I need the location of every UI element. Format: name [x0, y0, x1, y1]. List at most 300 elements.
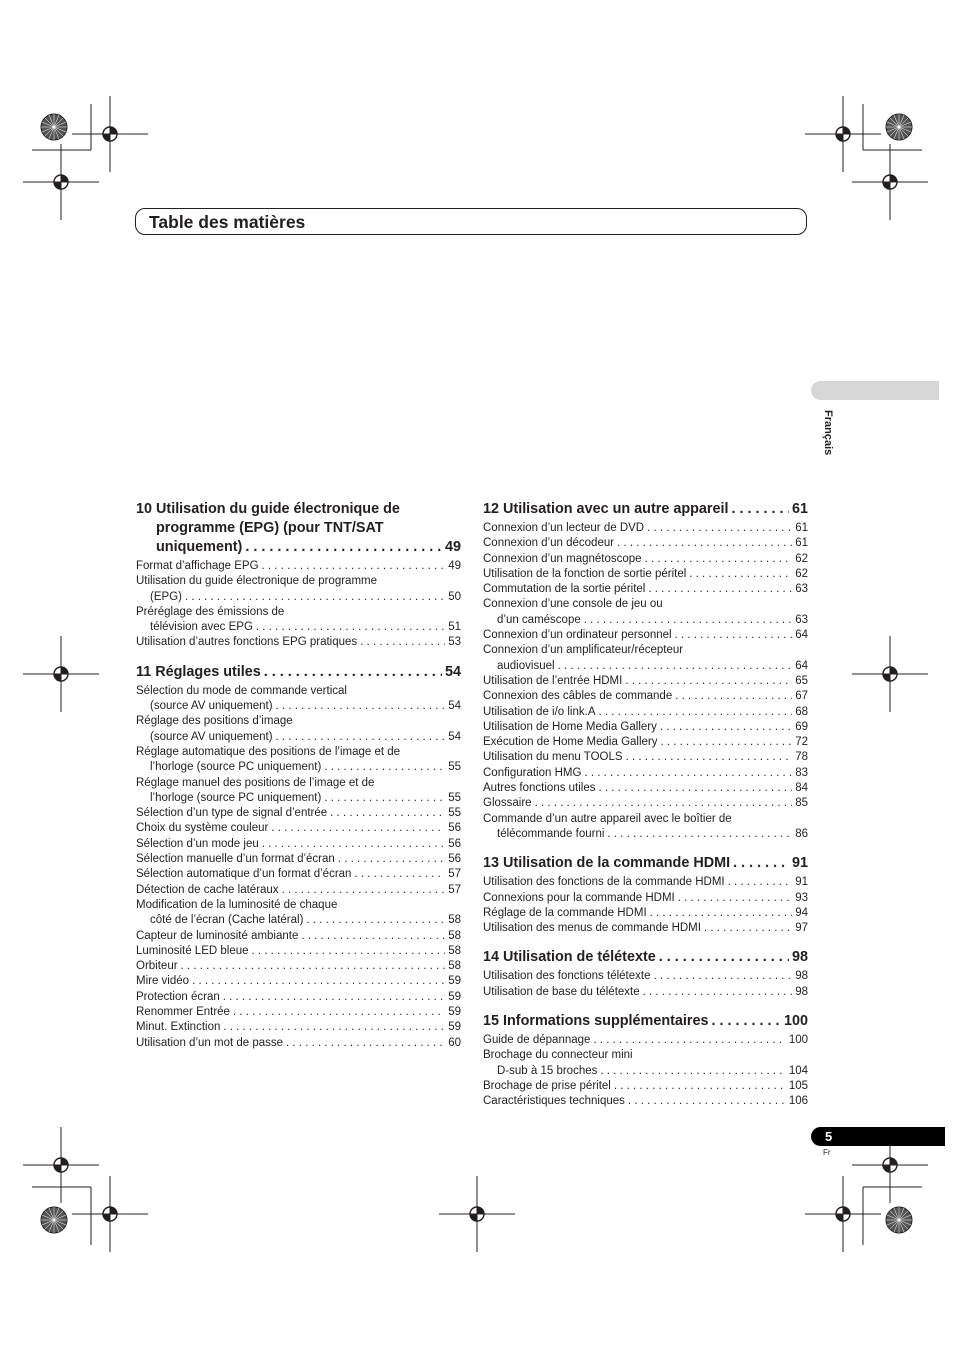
entry-text: Mire vidéo — [136, 975, 190, 988]
dot-leader — [648, 582, 792, 597]
toc-entry[interactable] — [483, 643, 808, 674]
dot-leader — [628, 1094, 786, 1109]
entry-page-number: 58 — [448, 929, 461, 942]
entry-page-number: 49 — [448, 560, 461, 572]
entry-row — [483, 766, 808, 781]
section-title — [483, 500, 808, 519]
toc-entry[interactable] — [136, 559, 461, 574]
entry-text: Minut. Extinction — [136, 1021, 221, 1034]
entry-row — [483, 536, 808, 551]
dot-leader — [233, 1005, 445, 1020]
toc-entry[interactable] — [483, 796, 808, 811]
entry-text: Connexion d’un lecteur de DVD — [483, 522, 645, 534]
toc-entry[interactable] — [483, 628, 808, 643]
entry-text: Utilisation de la fonction de sortie péritel — [483, 567, 687, 580]
section-page-number: 91 — [791, 855, 808, 872]
entry-page-number: 72 — [795, 736, 808, 749]
dot-leader — [659, 948, 789, 967]
toc-entry[interactable] — [483, 674, 808, 689]
entry-text: Connexion d’un magnétoscope — [483, 552, 642, 565]
section-title-row — [483, 1012, 808, 1031]
entry-row — [136, 913, 461, 928]
dot-leader — [282, 883, 446, 898]
entry-page-number: 55 — [448, 761, 461, 774]
entry-row — [483, 1079, 808, 1094]
entry-page-number: 56 — [448, 853, 461, 866]
entry-text: Connexion d’un ordinateur personnel — [483, 629, 672, 642]
entry-row — [136, 959, 461, 974]
entry-text: l’horloge (source PC uniquement) — [150, 761, 322, 774]
entry-text: Connexion d’une console de jeu ou — [483, 598, 663, 611]
toc-entry[interactable] — [136, 898, 461, 929]
toc-column-left — [136, 500, 461, 1063]
toc-entry[interactable] — [483, 750, 808, 765]
entry-text: Format d’affichage EPG — [136, 560, 259, 572]
entry-text: Sélection automatique d’un format d’écran — [136, 868, 352, 881]
entry-page-number: 63 — [795, 613, 808, 626]
header-bar — [135, 208, 807, 235]
entry-text: Glossaire — [483, 797, 532, 810]
section-title — [136, 663, 461, 682]
toc-entry[interactable] — [483, 1048, 808, 1079]
toc-entry[interactable] — [483, 735, 808, 750]
entry-row — [136, 791, 461, 806]
entry-text: Protection écran — [136, 990, 220, 1003]
entry-row — [136, 944, 461, 959]
entry-page-number: 50 — [448, 590, 461, 603]
entry-row — [136, 730, 461, 745]
entry-page-number: 106 — [788, 1095, 808, 1108]
section-title-line: 12 Utilisation avec un autre appareil — [483, 501, 729, 517]
entry-page-number: 61 — [795, 522, 808, 534]
entry-row — [483, 735, 808, 750]
entry-text: D-sub à 15 broches — [497, 1064, 598, 1077]
entry-page-number: 64 — [795, 629, 808, 642]
dot-leader — [660, 720, 792, 735]
toc-entry[interactable] — [136, 1020, 461, 1035]
toc-entries — [483, 875, 808, 936]
entry-text: Exécution de Home Media Gallery — [483, 736, 658, 749]
toc-entry[interactable] — [483, 812, 808, 843]
toc-entry[interactable] — [483, 536, 808, 551]
entry-page-number: 83 — [795, 766, 808, 779]
entry-text: (source AV uniquement) — [150, 700, 273, 713]
toc-entry[interactable] — [136, 821, 461, 836]
toc-entry[interactable] — [136, 1005, 461, 1020]
toc-entry[interactable] — [483, 567, 808, 582]
toc-section — [483, 948, 808, 1000]
dot-leader — [558, 659, 793, 674]
entry-page-number: 55 — [448, 791, 461, 804]
entry-text: télécommande fourni — [497, 827, 605, 840]
entry-text: Modification de la luminosité de chaque — [136, 898, 338, 911]
dot-leader — [301, 929, 445, 944]
section-page-number: 100 — [783, 1013, 808, 1030]
entry-row — [136, 821, 461, 836]
toc-entry[interactable] — [483, 891, 808, 906]
toc-entry[interactable] — [483, 969, 808, 984]
entry-page-number: 78 — [795, 751, 808, 764]
dot-leader — [192, 974, 445, 989]
dot-leader — [614, 1079, 786, 1094]
toc-entry[interactable] — [136, 714, 461, 745]
entry-row — [483, 875, 808, 890]
toc-entry[interactable] — [136, 852, 461, 867]
toc-entry[interactable] — [136, 684, 461, 715]
toc-entry[interactable] — [483, 1033, 808, 1048]
entry-text: Renommer Entrée — [136, 1006, 230, 1019]
entry-page-number: 59 — [448, 1006, 461, 1019]
entry-page-number: 94 — [795, 906, 808, 919]
entry-row — [136, 635, 461, 650]
entry-page-number: 60 — [448, 1036, 461, 1049]
language-tab — [811, 381, 939, 400]
entry-page-number: 65 — [795, 674, 808, 687]
entry-page-number: 93 — [795, 891, 808, 904]
entry-text: Connexion des câbles de commande — [483, 690, 673, 703]
entry-row — [136, 699, 461, 714]
entry-text: Utilisation des fonctions télétexte — [483, 970, 651, 983]
toc-entries — [483, 969, 808, 1000]
entry-page-number: 59 — [448, 975, 461, 988]
entry-row — [483, 906, 808, 921]
entry-text: Sélection du mode de commande vertical — [136, 684, 347, 697]
entry-row — [483, 1033, 808, 1048]
entry-text: Utilisation du menu TOOLS — [483, 751, 623, 764]
entry-text: Réglage des positions d’image — [136, 715, 293, 728]
entry-row — [483, 628, 808, 643]
entry-page-number: 55 — [448, 807, 461, 820]
entry-page-number: 59 — [448, 990, 461, 1003]
dot-leader — [276, 730, 446, 745]
entry-row — [483, 827, 808, 842]
dot-leader — [324, 791, 445, 806]
entry-row — [483, 613, 808, 628]
entry-page-number: 56 — [448, 837, 461, 850]
entry-text: Brochage de prise péritel — [483, 1079, 611, 1092]
toc-entry[interactable] — [136, 776, 461, 807]
entry-text: Sélection d’un mode jeu — [136, 837, 259, 850]
toc-entry[interactable] — [136, 806, 461, 821]
entry-page-number: 58 — [448, 960, 461, 973]
toc-section — [483, 500, 808, 842]
section-title-row — [483, 948, 808, 967]
entry-text: Utilisation des menus de commande HDMI — [483, 922, 701, 935]
language-label: Français — [822, 410, 834, 456]
entry-row — [136, 590, 461, 605]
entry-page-number: 68 — [795, 705, 808, 718]
entry-row — [483, 1064, 808, 1079]
entry-row — [136, 929, 461, 944]
entry-text: Autres fonctions utiles — [483, 782, 596, 795]
toc-entries — [136, 684, 461, 1051]
entry-page-number: 105 — [788, 1079, 808, 1092]
toc-entries — [483, 521, 808, 842]
entry-row — [483, 921, 808, 936]
entry-row — [483, 567, 808, 582]
entry-text: (source AV uniquement) — [150, 730, 273, 743]
dot-leader — [661, 735, 793, 750]
dot-leader — [647, 521, 792, 536]
entry-page-number: 51 — [448, 621, 461, 634]
entry-page-number: 54 — [448, 730, 461, 743]
dot-leader — [645, 552, 793, 567]
toc-entry[interactable] — [136, 745, 461, 776]
entry-page-number: 54 — [448, 700, 461, 713]
dot-leader — [733, 854, 789, 873]
entry-text: (EPG) — [150, 590, 182, 603]
entry-text: Utilisation de Home Media Gallery — [483, 720, 657, 733]
page-number: 5 — [811, 1127, 945, 1146]
entry-row — [136, 990, 461, 1005]
toc-entry[interactable] — [483, 906, 808, 921]
entry-text: côté de l’écran (Cache latéral) — [150, 914, 304, 927]
toc-entry[interactable] — [483, 766, 808, 781]
section-title-row — [483, 500, 808, 519]
dot-leader — [617, 536, 792, 551]
entry-text: Connexion d’un amplificateur/récepteur — [483, 644, 684, 657]
section-page-number: 98 — [791, 949, 808, 966]
toc-section — [136, 500, 461, 651]
section-page-number: 61 — [791, 501, 808, 517]
toc-entry[interactable] — [483, 985, 808, 1000]
entry-row — [483, 781, 808, 796]
entry-row — [136, 852, 461, 867]
entry-row — [483, 750, 808, 765]
entry-row — [136, 883, 461, 898]
toc-entry[interactable] — [136, 974, 461, 989]
section-title — [136, 500, 461, 557]
dot-leader — [185, 590, 445, 605]
toc-entries — [483, 1033, 808, 1109]
entry-page-number: 58 — [448, 914, 461, 927]
section-title-row — [136, 663, 461, 682]
dot-leader — [271, 821, 445, 836]
toc-section — [483, 854, 808, 936]
entry-page-number: 62 — [795, 567, 808, 580]
dot-leader — [732, 500, 789, 519]
toc-entry[interactable] — [483, 921, 808, 936]
dot-leader — [264, 663, 442, 682]
section-title — [483, 948, 808, 967]
entry-text: Connexion d’un décodeur — [483, 537, 615, 550]
entry-page-number: 86 — [795, 827, 808, 840]
toc-entry[interactable] — [136, 605, 461, 636]
entry-text: Utilisation du guide électronique de programme — [136, 575, 378, 588]
entry-row — [483, 1094, 808, 1109]
toc-entry[interactable] — [136, 959, 461, 974]
dot-leader — [223, 990, 445, 1005]
entry-text: Commande d’un autre appareil avec le boîtier de — [483, 812, 732, 825]
toc-entry[interactable] — [136, 837, 461, 852]
section-page-number: 49 — [444, 539, 461, 555]
section-title-row — [136, 538, 461, 557]
entry-text: Luminosité LED bleue — [136, 944, 249, 957]
entry-text: Sélection manuelle d’un format d’écran — [136, 853, 335, 866]
dot-leader — [324, 760, 445, 775]
section-title-line: 15 Informations supplémentaires — [483, 1013, 709, 1030]
entry-page-number: 100 — [788, 1034, 808, 1047]
dot-leader — [650, 906, 793, 921]
entry-page-number: 62 — [795, 552, 808, 565]
section-title — [483, 854, 808, 873]
entry-page-number: 97 — [795, 922, 808, 935]
entry-text: Réglage manuel des positions de l’image et de — [136, 776, 375, 789]
entry-page-number: 53 — [448, 636, 461, 649]
entry-text: Utilisation de base du télétexte — [483, 985, 640, 998]
dot-leader — [286, 1036, 445, 1051]
dot-leader — [354, 867, 445, 882]
toc-entry[interactable] — [483, 1079, 808, 1094]
entry-row — [483, 582, 808, 597]
dot-leader — [678, 891, 792, 906]
entry-row — [483, 521, 808, 536]
entry-row — [136, 974, 461, 989]
entry-page-number: 57 — [448, 868, 461, 881]
toc-entry[interactable] — [136, 1036, 461, 1051]
entry-row — [136, 1005, 461, 1020]
dot-leader — [593, 1033, 785, 1048]
entry-text: Orbiteur — [136, 960, 178, 973]
entry-row — [483, 969, 808, 984]
entry-row — [483, 985, 808, 1000]
page-language-code: Fr — [823, 1148, 831, 1157]
toc-entry[interactable] — [483, 781, 808, 796]
section-title-line: programme (EPG) (pour TNT/SAT — [156, 520, 384, 536]
toc-entries — [136, 559, 461, 651]
toc-column-right — [483, 500, 808, 1122]
entry-row — [483, 659, 808, 674]
entry-page-number: 84 — [795, 782, 808, 795]
section-title-row — [483, 854, 808, 873]
section-title-line: 10 Utilisation du guide électronique de — [136, 501, 400, 517]
entry-page-number: 98 — [795, 985, 808, 998]
entry-row — [136, 1020, 461, 1035]
dot-leader — [306, 913, 445, 928]
toc-entry[interactable] — [136, 990, 461, 1005]
toc-entry[interactable] — [136, 867, 461, 882]
dot-leader — [330, 806, 445, 821]
section-title-line: uniquement) — [156, 539, 243, 555]
entry-row — [483, 705, 808, 720]
entry-row — [136, 867, 461, 882]
entry-row — [483, 674, 808, 689]
toc-entry[interactable] — [483, 597, 808, 628]
entry-text: Utilisation des fonctions de la commande HDMI — [483, 876, 725, 889]
toc-entry[interactable] — [136, 635, 461, 650]
entry-row — [136, 760, 461, 775]
entry-page-number: 91 — [795, 876, 808, 889]
toc-entry[interactable] — [483, 552, 808, 567]
toc-section — [136, 663, 461, 1051]
dot-leader — [704, 921, 792, 936]
entry-row — [483, 796, 808, 811]
entry-text: Caractéristiques techniques — [483, 1095, 625, 1108]
entry-text: Configuration HMG — [483, 766, 582, 779]
dot-leader — [675, 689, 792, 704]
section-title-line: 13 Utilisation de la commande HDMI — [483, 855, 731, 872]
entry-text: d’un caméscope — [497, 613, 581, 626]
entry-row — [136, 559, 461, 574]
entry-page-number: 67 — [795, 690, 808, 703]
section-title-line: 11 Réglages utiles — [136, 663, 261, 680]
entry-page-number: 61 — [795, 537, 808, 550]
entry-page-number: 58 — [448, 944, 461, 957]
dot-leader — [728, 875, 793, 890]
section-title — [483, 1012, 808, 1031]
dot-leader — [643, 985, 793, 1000]
toc-entry[interactable] — [136, 574, 461, 605]
entry-text: Sélection d’un type de signal d’entrée — [136, 807, 328, 820]
toc-entry[interactable] — [483, 1094, 808, 1109]
entry-row — [483, 720, 808, 735]
toc-entry[interactable] — [483, 689, 808, 704]
entry-page-number: 63 — [795, 583, 808, 596]
section-page-number: 54 — [444, 663, 461, 680]
entry-page-number: 104 — [788, 1064, 808, 1077]
toc-section — [483, 1012, 808, 1109]
entry-row — [136, 837, 461, 852]
toc-entry[interactable] — [483, 875, 808, 890]
dot-leader — [360, 635, 445, 650]
dot-leader — [256, 620, 445, 635]
entry-text: audiovisuel — [497, 659, 555, 672]
entry-page-number: 64 — [795, 659, 808, 672]
entry-text: Utilisation de l’entrée HDMI — [483, 674, 623, 687]
entry-row — [136, 1036, 461, 1051]
entry-text: Guide de dépannage — [483, 1034, 591, 1047]
entry-text: Préréglage des émissions de — [136, 605, 285, 618]
entry-text: Réglage de la commande HDMI — [483, 906, 647, 919]
entry-page-number: 69 — [795, 720, 808, 733]
toc-entry[interactable] — [483, 720, 808, 735]
toc-entry[interactable] — [136, 944, 461, 959]
entry-text: Capteur de luminosité ambiante — [136, 929, 299, 942]
toc-entry[interactable] — [136, 929, 461, 944]
dot-leader — [600, 1064, 785, 1079]
entry-page-number: 57 — [448, 883, 461, 896]
entry-row — [136, 806, 461, 821]
entry-text: Utilisation d’un mot de passe — [136, 1036, 284, 1049]
entry-row — [483, 552, 808, 567]
dot-leader — [181, 959, 446, 974]
dot-leader — [625, 674, 792, 689]
dot-leader — [276, 699, 446, 714]
section-title-line: 14 Utilisation de télétexte — [483, 949, 656, 966]
dot-leader — [599, 781, 793, 796]
entry-row — [483, 891, 808, 906]
toc-entry[interactable] — [136, 883, 461, 898]
toc-entry[interactable] — [483, 521, 808, 536]
dot-leader — [712, 1012, 781, 1031]
dot-leader — [223, 1020, 445, 1035]
dot-leader — [584, 766, 792, 781]
entry-row — [483, 689, 808, 704]
entry-text: télévision avec EPG — [150, 621, 253, 634]
entry-text: Choix du système couleur — [136, 822, 269, 835]
entry-text: Connexions pour la commande HDMI — [483, 891, 675, 904]
dot-leader — [262, 837, 445, 852]
toc-entry[interactable] — [483, 705, 808, 720]
dot-leader — [535, 796, 793, 811]
dot-leader — [675, 628, 793, 643]
dot-leader — [338, 852, 445, 867]
entry-text: Utilisation de i/o link.A — [483, 705, 596, 718]
entry-text: Commutation de la sortie péritel — [483, 583, 646, 596]
dot-leader — [245, 538, 442, 557]
toc-entry[interactable] — [483, 582, 808, 597]
entry-text: l’horloge (source PC uniquement) — [150, 791, 322, 804]
